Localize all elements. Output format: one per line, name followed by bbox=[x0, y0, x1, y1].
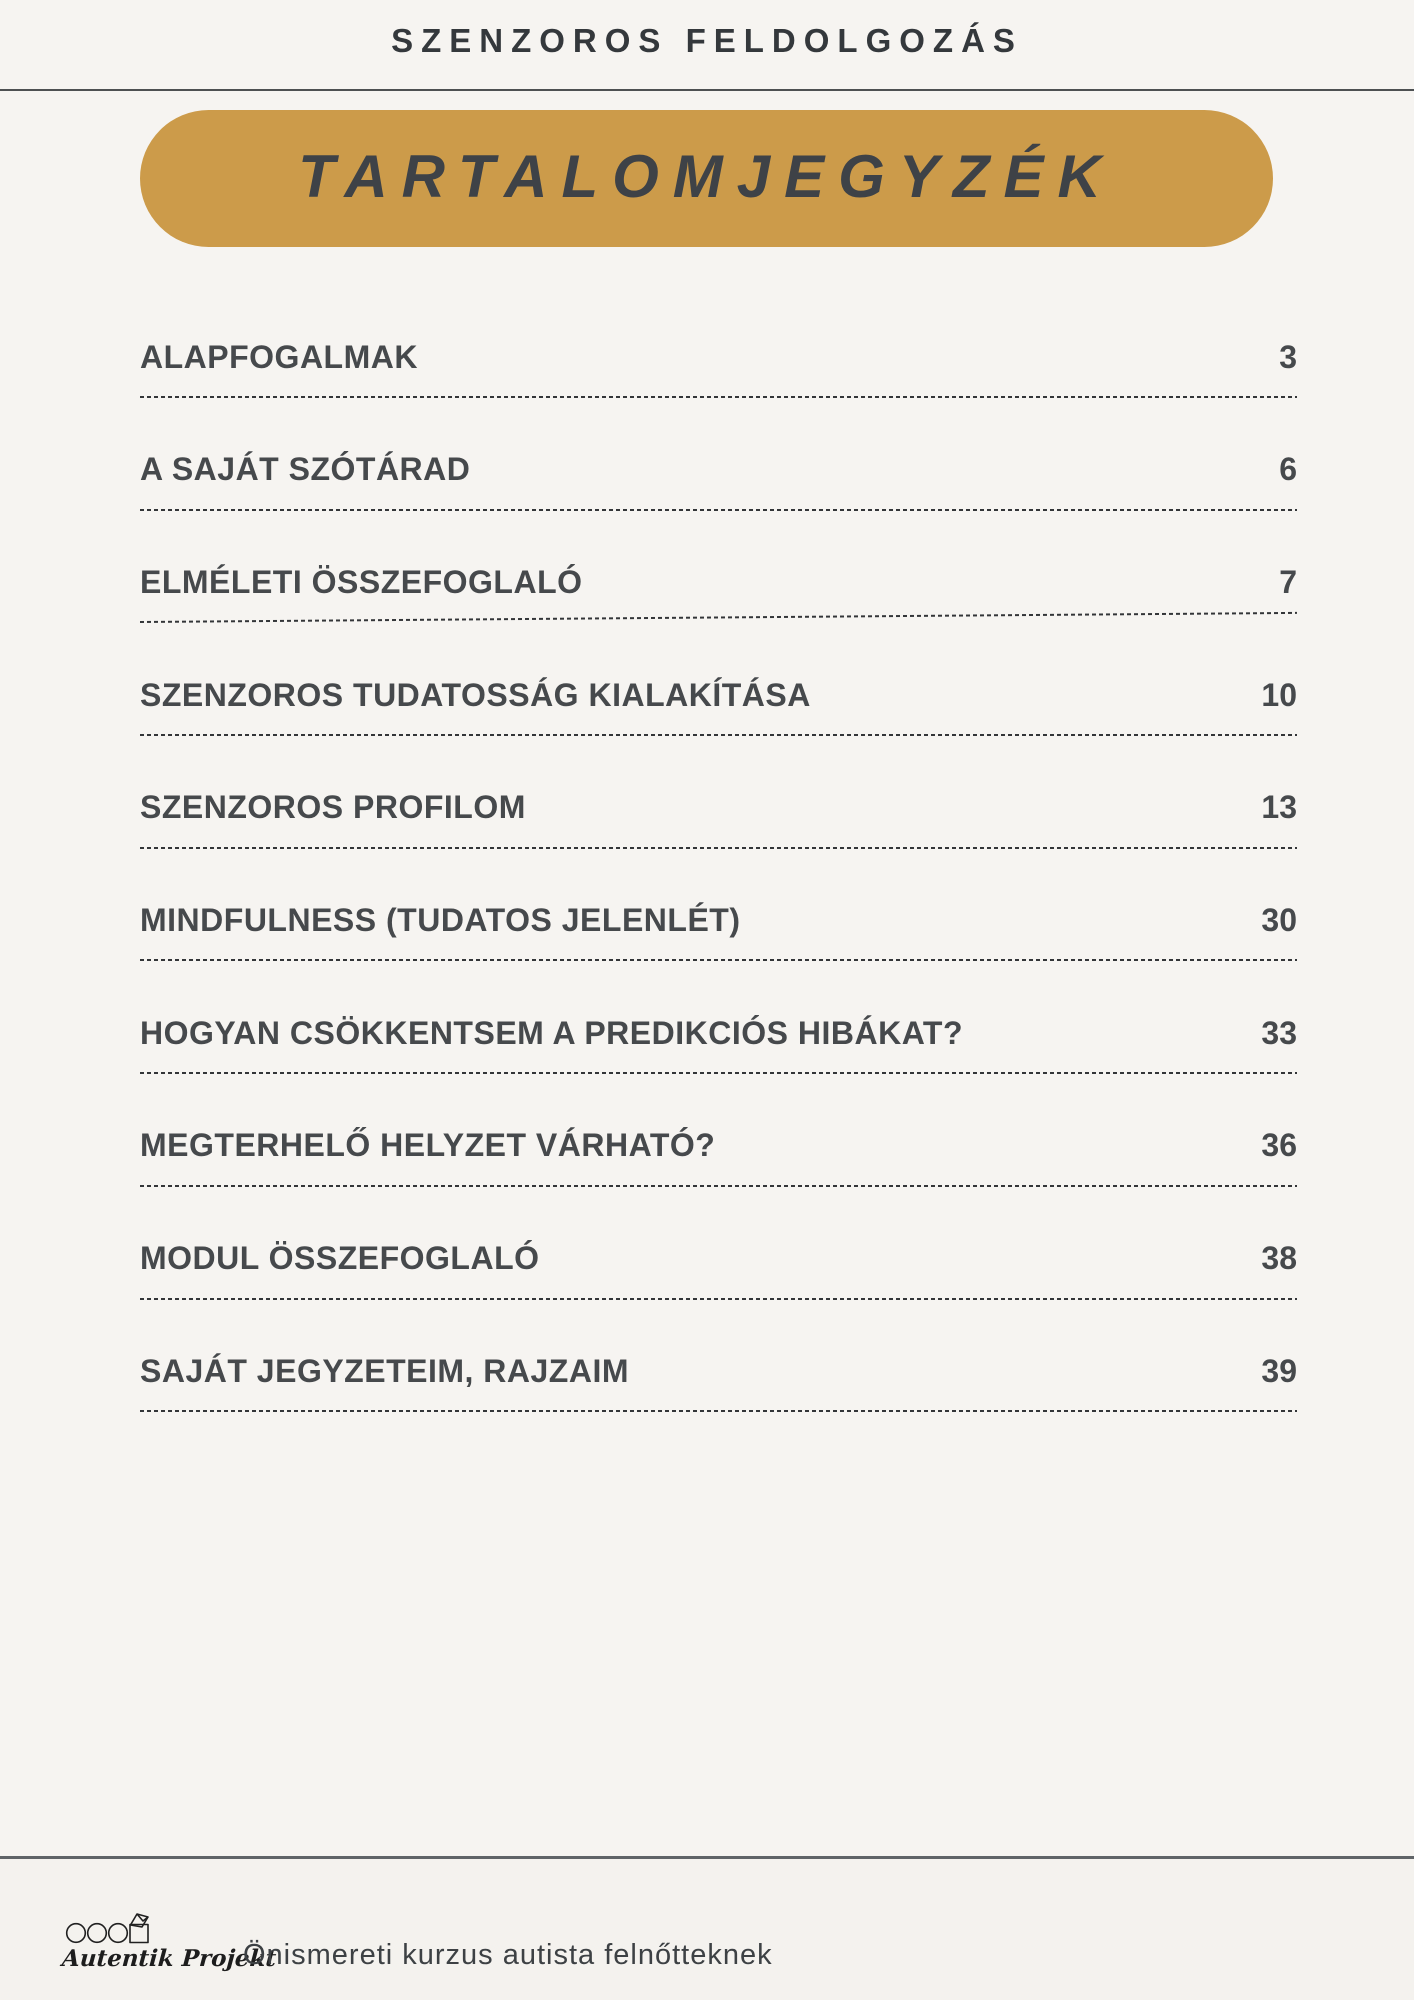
toc-entry-line bbox=[140, 1351, 1297, 1391]
toc-entry-page: 30 bbox=[1261, 901, 1297, 938]
toc-entry-line bbox=[140, 1239, 1297, 1279]
toc-entry-label: HOGYAN CSÖKKENTSEM A PREDIKCIÓS HIBÁKAT? bbox=[140, 1014, 964, 1051]
page-header-title: SZENZOROS FELDOLGOZÁS bbox=[391, 22, 1023, 59]
toc-divider bbox=[140, 959, 1297, 961]
toc-entry-line bbox=[140, 675, 1297, 715]
title-banner bbox=[140, 110, 1273, 247]
toc-entry-label: SZENZOROS TUDATOSSÁG KIALAKÍTÁSA bbox=[140, 676, 811, 713]
toc-entry-page: 39 bbox=[1261, 1352, 1297, 1389]
toc-entry-line bbox=[140, 562, 1297, 602]
toc-entry[interactable] bbox=[140, 1106, 1297, 1219]
toc-entry-label: SZENZOROS PROFILOM bbox=[140, 789, 526, 826]
toc-entry-label: ELMÉLETI ÖSSZEFOGLALÓ bbox=[140, 563, 583, 600]
toc-entry-page: 13 bbox=[1261, 789, 1297, 826]
logo-wordmark: Autentik Projekt bbox=[61, 1945, 278, 1972]
toc-entry[interactable] bbox=[140, 1331, 1297, 1444]
toc-entry-line bbox=[140, 337, 1297, 377]
toc-entry[interactable] bbox=[140, 768, 1297, 881]
toc-divider bbox=[140, 396, 1297, 398]
toc-entry-line bbox=[140, 788, 1297, 828]
toc-entry-page: 10 bbox=[1261, 676, 1297, 713]
toc-entry[interactable] bbox=[140, 993, 1297, 1106]
toc-entry-label: ALAPFOGALMAK bbox=[140, 338, 418, 375]
toc-entry[interactable] bbox=[140, 880, 1297, 993]
toc-entry[interactable] bbox=[140, 542, 1297, 655]
toc-divider bbox=[140, 1298, 1297, 1300]
toc-divider bbox=[140, 1072, 1297, 1074]
toc-entry-page: 3 bbox=[1279, 338, 1297, 375]
toc-entry-label: SAJÁT JEGYZETEIM, RAJZAIM bbox=[140, 1352, 629, 1389]
toc-entry-label: MODUL ÖSSZEFOGLALÓ bbox=[140, 1240, 540, 1276]
toc-entry[interactable] bbox=[140, 430, 1297, 543]
toc-entry[interactable] bbox=[140, 317, 1297, 430]
footer-divider bbox=[0, 1856, 1414, 1859]
footer bbox=[0, 1856, 1414, 2000]
toc-entry-page: 7 bbox=[1279, 563, 1297, 600]
toc-entry-page: 38 bbox=[1261, 1240, 1297, 1276]
toc-entry-label: MEGTERHELŐ HELYZET VÁRHATÓ? bbox=[140, 1127, 716, 1164]
toc-divider bbox=[140, 734, 1297, 736]
toc-entry[interactable] bbox=[140, 655, 1297, 768]
footer-tagline: Önismereti kurzus autista felnőtteknek bbox=[243, 1939, 773, 1971]
three-circles-and-cube-logo-icon bbox=[64, 1912, 164, 1944]
toc-entry-line bbox=[140, 450, 1297, 490]
page-title: TARTALOMJEGYZÉK bbox=[298, 143, 1115, 210]
toc-divider bbox=[140, 1185, 1297, 1187]
toc-entry-label: A SAJÁT SZÓTÁRAD bbox=[140, 451, 471, 488]
toc-entry-line bbox=[140, 1013, 1297, 1053]
toc-divider bbox=[140, 612, 1297, 623]
toc-divider bbox=[140, 509, 1297, 511]
toc-list bbox=[140, 317, 1297, 1444]
toc-entry-page: 6 bbox=[1279, 451, 1297, 488]
toc-entry[interactable] bbox=[140, 1219, 1297, 1332]
toc-entry-page: 36 bbox=[1261, 1127, 1297, 1164]
toc-entry-label: MINDFULNESS (TUDATOS JELENLÉT) bbox=[140, 901, 741, 938]
toc-entry-page: 33 bbox=[1261, 1014, 1297, 1051]
header-divider bbox=[0, 89, 1414, 91]
toc-entry-line bbox=[140, 1126, 1297, 1166]
toc-divider bbox=[140, 847, 1297, 849]
toc-entry-line bbox=[140, 900, 1297, 940]
toc-divider bbox=[140, 1410, 1297, 1412]
